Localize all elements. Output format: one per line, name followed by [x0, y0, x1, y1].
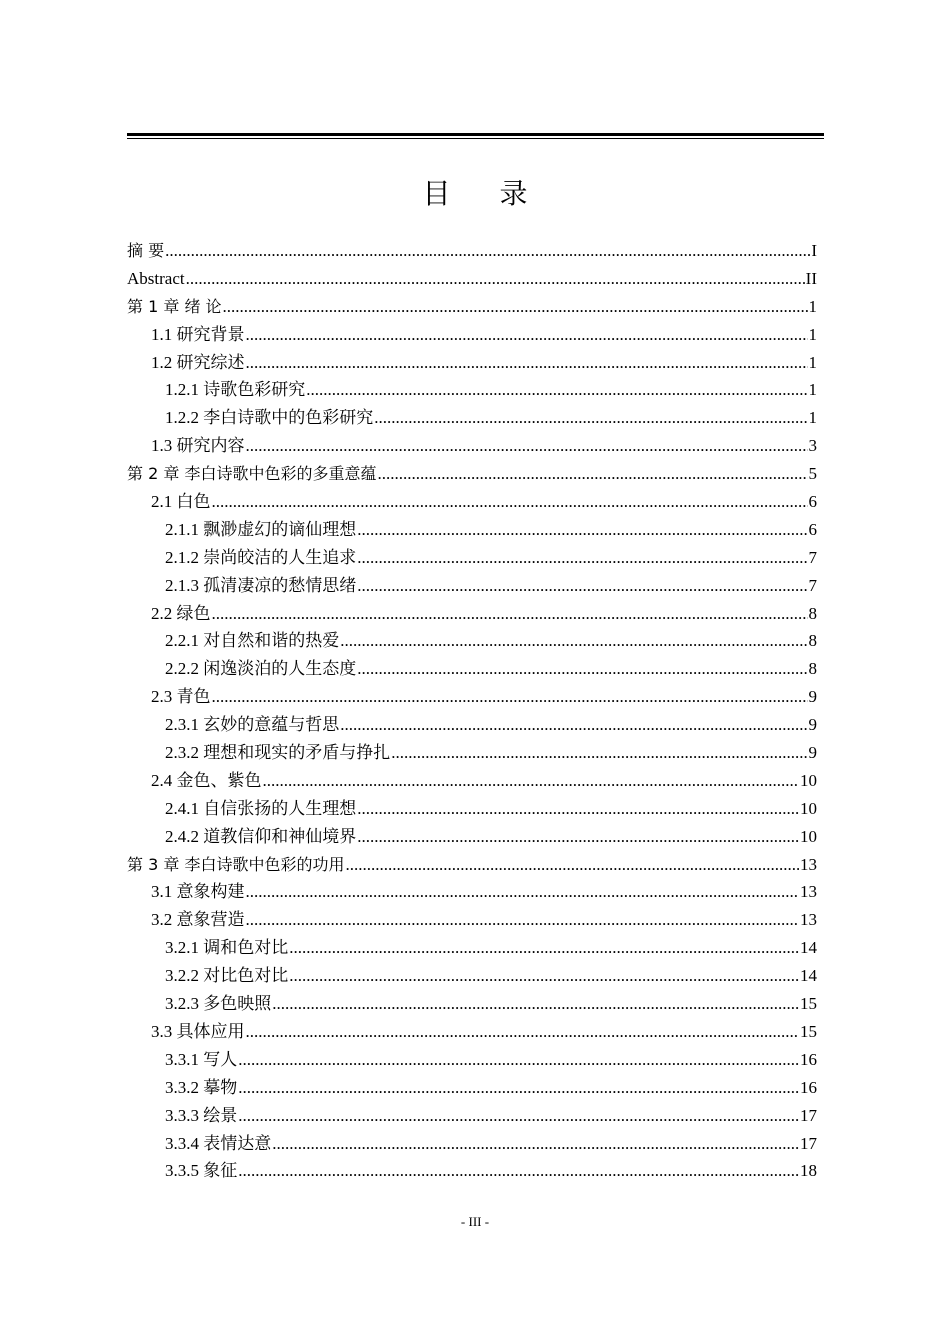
toc-entry[interactable] [127, 432, 817, 460]
toc-entry-label: 2.4.2 道教信仰和神仙境界 [165, 826, 357, 846]
toc-entry-page-number: 8 [808, 659, 817, 679]
toc-entry-label: 2.3.2 理想和现实的矛盾与挣扎 [165, 743, 391, 763]
dot-leader [238, 1074, 799, 1102]
toc-entry-label: 2.1.2 崇尚皎洁的人生追求 [165, 547, 357, 567]
toc-entry-label: 2.4 金色、紫色 [151, 770, 262, 790]
toc-entry-label: 第 2 章 李白诗歌中色彩的多重意蕴 [127, 464, 377, 484]
toc-entry[interactable] [127, 321, 817, 349]
toc-entry[interactable] [127, 572, 817, 600]
dot-leader [374, 404, 807, 432]
toc-entry[interactable] [127, 934, 817, 962]
toc-entry-page-number: 10 [800, 798, 817, 818]
dot-leader [357, 795, 799, 823]
toc-entry-page-number: 14 [800, 938, 817, 958]
toc-entry[interactable] [127, 349, 817, 377]
dot-leader [357, 655, 807, 683]
toc-entry-page-number: II [805, 268, 817, 288]
toc-entry-label: 2.2.1 对自然和谐的热爱 [165, 631, 340, 651]
toc-entry[interactable] [127, 711, 817, 739]
toc-entry-label: 第 1 章 绪 论 [127, 296, 222, 316]
toc-entry-label: Abstract [127, 268, 185, 288]
toc-entry-page-number: 16 [800, 1049, 817, 1069]
toc-entry[interactable] [127, 906, 817, 934]
toc-entry-page-number: 13 [800, 910, 817, 930]
toc-entry-page-number: 1 [808, 408, 817, 428]
toc-entry-page-number: 1 [808, 324, 817, 344]
toc-entry-page-number: 10 [800, 770, 817, 790]
toc-entry-page-number: 13 [800, 854, 817, 874]
toc-entry-label: 3.3.5 象征 [165, 1161, 238, 1181]
page-number-footer: - III - [460, 1214, 490, 1229]
dot-leader [289, 934, 799, 962]
dot-leader [246, 349, 808, 377]
dot-leader [306, 376, 807, 404]
toc-entry-page-number: 5 [808, 464, 817, 484]
dot-leader [238, 1157, 799, 1185]
toc-entry[interactable] [127, 683, 817, 711]
toc-entry-label: 3.2.2 对比色对比 [165, 966, 289, 986]
dot-leader [357, 516, 807, 544]
toc-entry[interactable] [127, 1046, 817, 1074]
toc-entry-page-number: 6 [808, 519, 817, 539]
toc-entry[interactable] [127, 655, 817, 683]
dot-leader [263, 767, 800, 795]
dot-leader [223, 293, 808, 321]
toc-entry[interactable] [127, 1074, 817, 1102]
dot-leader [289, 962, 799, 990]
toc-entry[interactable] [127, 851, 817, 879]
dot-leader [345, 851, 799, 879]
toc-entry[interactable] [127, 237, 817, 265]
toc-entry-label: 第 3 章 李白诗歌中色彩的功用 [127, 854, 345, 874]
toc-entry-page-number: 17 [800, 1133, 817, 1153]
toc-entry-label: 2.3 青色 [151, 687, 211, 707]
toc-entry-label: 3.3.3 绘景 [165, 1105, 238, 1125]
dot-leader [246, 321, 808, 349]
toc-entry-page-number: 8 [808, 631, 817, 651]
toc-entry-page-number: I [811, 241, 817, 260]
toc-entry-page-number: 15 [800, 994, 817, 1014]
toc-entry[interactable] [127, 516, 817, 544]
toc-entry[interactable] [127, 1102, 817, 1130]
dot-leader [357, 823, 799, 851]
toc-entry-label: 2.2 绿色 [151, 603, 211, 623]
dot-leader [340, 627, 807, 655]
toc-entry-label: 3.2.3 多色映照 [165, 994, 272, 1014]
toc-entry-page-number: 17 [800, 1105, 817, 1125]
toc-entry[interactable] [127, 600, 817, 628]
toc-entry-page-number: 7 [808, 547, 817, 567]
toc-entry[interactable] [127, 739, 817, 767]
header-rule-thick [127, 133, 824, 136]
header-rule-thin [127, 138, 824, 139]
toc-entry[interactable] [127, 627, 817, 655]
dot-leader [272, 990, 799, 1018]
toc-entry-label: 1.1 研究背景 [151, 324, 245, 344]
toc-entry-label: 3.2.1 调和色对比 [165, 938, 289, 958]
toc-entry-page-number: 9 [808, 687, 817, 707]
toc-entry-page-number: 14 [800, 966, 817, 986]
toc-entry[interactable] [127, 404, 817, 432]
toc-entry-label: 1.2 研究综述 [151, 352, 245, 372]
dot-leader [246, 1018, 800, 1046]
dot-leader [357, 572, 807, 600]
toc-entry-page-number: 18 [800, 1161, 817, 1181]
dot-leader [212, 600, 808, 628]
toc-entry[interactable] [127, 293, 817, 321]
toc-entry-page-number: 3 [808, 436, 817, 456]
dot-leader [272, 1130, 799, 1158]
toc-entry-label: 2.1.1 飘渺虚幻的谪仙理想 [165, 519, 357, 539]
toc-entry-page-number: 8 [808, 603, 817, 623]
toc-entry-label: 2.1 白色 [151, 492, 211, 512]
dot-leader [246, 432, 808, 460]
dot-leader [357, 544, 807, 572]
toc-entry-page-number: 7 [808, 575, 817, 595]
toc-entry-page-number: 1 [808, 380, 817, 400]
toc-entry-label: 2.4.1 自信张扬的人生理想 [165, 798, 357, 818]
dot-leader [238, 1046, 799, 1074]
toc-entry[interactable] [127, 962, 817, 990]
toc-entry-label: 1.2.1 诗歌色彩研究 [165, 380, 306, 400]
dot-leader [377, 460, 807, 488]
dot-leader [165, 237, 810, 265]
dot-leader [391, 739, 807, 767]
toc-entry-label: 3.3.4 表情达意 [165, 1133, 272, 1153]
toc-entry-page-number: 13 [800, 882, 817, 902]
table-of-contents [127, 237, 817, 1185]
toc-entry-page-number: 9 [808, 743, 817, 763]
toc-entry-page-number: 10 [800, 826, 817, 846]
toc-entry-page-number: 15 [800, 1021, 817, 1041]
toc-entry[interactable] [127, 1018, 817, 1046]
toc-entry[interactable] [127, 265, 817, 293]
toc-entry[interactable] [127, 460, 817, 488]
toc-entry-page-number: 1 [808, 296, 817, 316]
dot-leader [186, 265, 805, 293]
toc-entry[interactable] [127, 823, 817, 851]
toc-entry-label: 摘 要 [127, 241, 165, 260]
dot-leader [212, 683, 808, 711]
toc-entry-label: 1.2.2 李白诗歌中的色彩研究 [165, 408, 374, 428]
toc-entry-page-number: 6 [808, 492, 817, 512]
toc-entry[interactable] [127, 767, 817, 795]
toc-entry-page-number: 9 [808, 715, 817, 735]
toc-entry-label: 2.3.1 玄妙的意蕴与哲思 [165, 715, 340, 735]
toc-entry[interactable] [127, 376, 817, 404]
toc-entry-label: 2.1.3 孤清凄凉的愁情思绪 [165, 575, 357, 595]
toc-entry-label: 3.3 具体应用 [151, 1021, 245, 1041]
dot-leader [238, 1102, 799, 1130]
toc-entry[interactable] [127, 795, 817, 823]
dot-leader [212, 488, 808, 516]
toc-entry-label: 3.3.1 写人 [165, 1049, 238, 1069]
toc-entry-label: 3.3.2 摹物 [165, 1077, 238, 1097]
toc-entry-page-number: 16 [800, 1077, 817, 1097]
page-title: 目 录 [422, 177, 548, 210]
toc-entry-label: 3.2 意象营造 [151, 910, 245, 930]
toc-entry[interactable] [127, 544, 817, 572]
toc-entry[interactable] [127, 1157, 817, 1185]
toc-entry-label: 1.3 研究内容 [151, 436, 245, 456]
dot-leader [246, 906, 800, 934]
toc-entry-label: 2.2.2 闲逸淡泊的人生态度 [165, 659, 357, 679]
toc-entry[interactable] [127, 1130, 817, 1158]
dot-leader [340, 711, 807, 739]
dot-leader [246, 878, 800, 906]
toc-entry[interactable] [127, 878, 817, 906]
toc-entry[interactable] [127, 488, 817, 516]
toc-entry-page-number: 1 [808, 352, 817, 372]
toc-entry[interactable] [127, 990, 817, 1018]
toc-entry-label: 3.1 意象构建 [151, 882, 245, 902]
